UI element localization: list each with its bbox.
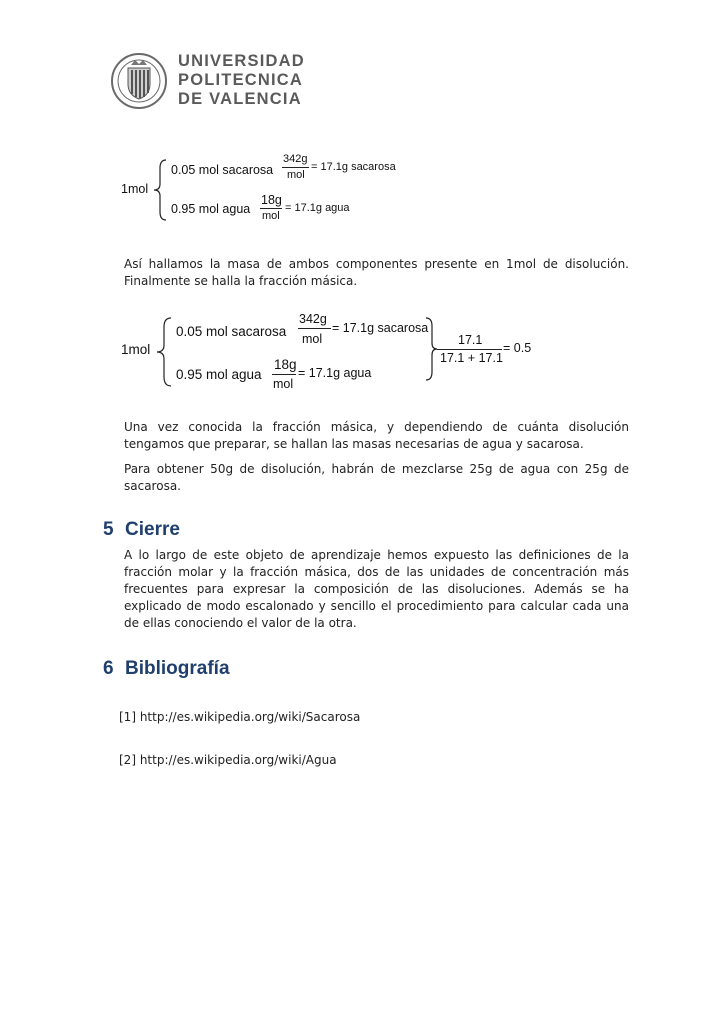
logo-line-1: UNIVERSIDAD	[178, 52, 305, 70]
row1-fraction-bar	[282, 167, 309, 168]
total-moles: 1mol	[121, 182, 149, 196]
paragraph-3: Para obtener 50g de disolución, habrán de mezclarse 25g de agua con 25g de sacarosa.	[124, 462, 629, 493]
section-5-number: 5	[103, 519, 114, 540]
section-5-text: A lo largo de este objeto de aprendizaje hemos expuesto las definiciones de la fracción molar y la fracción másica, dos de las unidades de concentración más frecuentes para expresar la composición de las disoluciones. Además se ha explicado de modo escalonado y sencillo el procedimiento para calcular cada una de ellas conociendo el valor de la otra.	[124, 548, 629, 630]
paragraph-1: Así hallamos la masa de ambos componentes presente en 1mol de disolución. Finalmente se halla la fracción másica.	[124, 257, 629, 288]
row1-denominator-2: mol	[302, 332, 323, 346]
paragraph-2: Una vez conocida la fracción másica, y dependiendo de cuánta disolución tengamos que preparar, se hallan las masas necesarias de agua y sacarosa.	[124, 420, 629, 451]
total-moles-2: 1mol	[121, 342, 151, 357]
row1-fraction-bar-2	[298, 328, 331, 329]
reference-1[interactable]: [1] http://es.wikipedia.org/wiki/Sacarosa	[119, 710, 361, 724]
row2-label-2: 0.95 mol agua	[176, 367, 262, 382]
row1-numerator-2: 342g	[299, 312, 327, 326]
row1-result-2: = 17.1g sacarosa	[332, 321, 429, 335]
row2-numerator-2: 18g	[274, 357, 297, 372]
logo-line-2: POLITECNICA	[178, 71, 304, 89]
section-5-heading	[103, 519, 180, 541]
mass-fraction-result: = 0.5	[503, 341, 532, 355]
left-brace-2	[155, 316, 173, 388]
left-brace	[152, 158, 168, 222]
reference-2[interactable]: [2] http://es.wikipedia.org/wiki/Agua	[119, 753, 337, 767]
section-6-heading	[103, 658, 230, 680]
mass-fraction-denominator: 17.1 + 17.1	[440, 351, 503, 365]
row2-fraction-bar-2	[272, 374, 296, 375]
mass-fraction-numerator: 17.1	[458, 333, 483, 347]
row2-result: = 17.1g agua	[285, 202, 350, 214]
row1-denominator: mol	[287, 169, 305, 181]
mass-fraction-bar	[437, 349, 502, 350]
section-6-title: Bibliografía	[125, 658, 230, 679]
row2-fraction-bar	[260, 208, 282, 209]
logo-line-3: DE VALENCIA	[178, 90, 302, 108]
row2-denominator: mol	[262, 210, 280, 222]
section-5-title: Cierre	[125, 519, 180, 540]
row1-numerator: 342g	[283, 153, 308, 165]
row2-denominator-2: mol	[273, 377, 294, 391]
section-6-number: 6	[103, 658, 114, 679]
row2-result-2: = 17.1g agua	[298, 366, 372, 380]
row2-label: 0.95 mol agua	[171, 202, 251, 216]
right-brace	[424, 316, 438, 382]
row1-result: = 17.1g sacarosa	[311, 161, 396, 173]
row1-label: 0.05 mol sacarosa	[171, 163, 274, 177]
row2-numerator: 18g	[261, 193, 282, 207]
row1-label-2: 0.05 mol sacarosa	[176, 324, 287, 339]
university-seal-logo	[111, 50, 167, 112]
